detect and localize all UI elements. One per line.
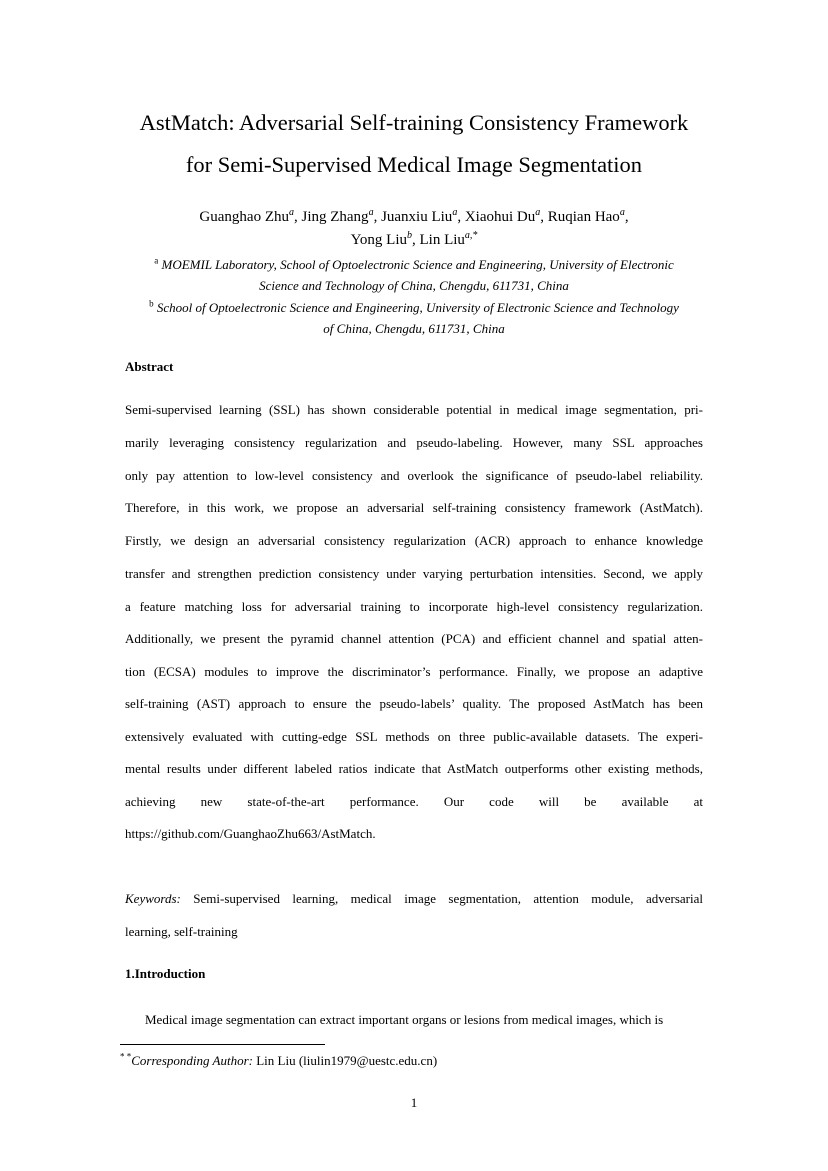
abstract-line: extensively evaluated with cutting-edge SSL methods on three public-available datasets. The experi- xyxy=(125,729,703,744)
affiliation-b-mark: b xyxy=(149,298,154,309)
author-affiliation-mark: a xyxy=(619,207,625,218)
author-name: Guanghao Zhu xyxy=(199,209,289,225)
author-affiliation-mark: a xyxy=(535,207,541,218)
footnote xyxy=(120,1053,437,1069)
author-name: Lin Liu xyxy=(419,232,465,248)
affiliation-a-line-2: Science and Technology of China, Chengdu, 611731, China xyxy=(259,278,569,293)
author-name: Xiaohui Du xyxy=(464,209,536,225)
page-number: 1 xyxy=(410,1095,418,1110)
abstract-heading: Abstract xyxy=(125,359,174,374)
author-separator: , xyxy=(457,209,465,225)
author-separator: , xyxy=(540,209,548,225)
abstract-line: mental results under different labeled ratios indicate that AstMatch outperforms other existing methods, xyxy=(125,761,703,776)
author-list-line-1 xyxy=(0,209,828,226)
affiliation-a-line-1 xyxy=(0,257,828,273)
abstract-line: marily leveraging consistency regularization and pseudo-labeling. However, many SSL approaches xyxy=(125,435,703,450)
author-separator: , xyxy=(293,209,302,225)
author-name: Ruqian Hao xyxy=(547,209,620,225)
keywords-text: Semi-supervised learning, medical image segmentation, attention module, adversarial xyxy=(193,891,703,906)
affiliation-text: School of Optoelectronic Science and Engineering, University of Electronic Science and Technology xyxy=(156,300,679,315)
abstract-line: self-training (AST) approach to ensure the pseudo-labels’ quality. The proposed AstMatch has been xyxy=(125,696,703,711)
author-name: Jing Zhang xyxy=(301,209,369,225)
keywords-line-1 xyxy=(125,890,703,908)
author-separator: , xyxy=(373,209,382,225)
abstract-line: a feature matching loss for adversarial training to incorporate high-level consistency regularization. xyxy=(125,599,703,614)
abstract-line: achieving new state-of-the-art performance. Our code will be available at xyxy=(125,794,703,809)
footnote-text: Lin Liu (liulin1979@uestc.edu.cn) xyxy=(256,1053,438,1068)
author-list-line-2 xyxy=(0,232,828,249)
abstract-line: Therefore, in this work, we propose an adversarial self-training consistency framework (AstMatch). xyxy=(125,500,703,515)
keywords-label: Keywords: xyxy=(125,891,181,906)
footnote-divider xyxy=(120,1044,325,1045)
abstract-line: Firstly, we design an adversarial consistency regularization (ACR) approach to enhance knowledge xyxy=(125,533,703,548)
author-affiliation-mark: a xyxy=(288,207,294,218)
author-separator: , xyxy=(624,209,629,225)
footnote-label: Corresponding Author: xyxy=(131,1053,253,1068)
affiliation-b-line-1 xyxy=(0,300,828,316)
abstract-line: Semi-supervised learning (SSL) has shown considerable potential in medical image segmentation, pri- xyxy=(125,402,703,417)
abstract-line: Additionally, we present the pyramid channel attention (PCA) and efficient channel and spatial atten- xyxy=(125,631,703,646)
author-name: Yong Liu xyxy=(350,232,407,248)
introduction-heading: 1.Introduction xyxy=(125,966,206,981)
paper-title-line-1: AstMatch: Adversarial Self-training Consistency Framework xyxy=(139,110,689,135)
author-name: Juanxiu Liu xyxy=(381,209,453,225)
abstract-line: transfer and strengthen prediction consistency under varying perturbation intensities. Second, we apply xyxy=(125,566,703,581)
author-affiliation-mark: a,* xyxy=(464,230,478,241)
paper-title-line-2: for Semi-Supervised Medical Image Segmentation xyxy=(185,152,643,177)
affiliation-a-mark: a xyxy=(154,255,159,266)
introduction-paragraph-line: Medical image segmentation can extract important organs or lesions from medical images, which is xyxy=(145,1012,664,1027)
author-affiliation-mark: a xyxy=(452,207,458,218)
author-affiliation-mark: b xyxy=(407,230,412,241)
author-affiliation-mark: a xyxy=(368,207,374,218)
abstract-line: only pay attention to low-level consistency and overlook the significance of pseudo-label reliability. xyxy=(125,468,703,483)
code-repository-link[interactable]: https://github.com/GuanghaoZhu663/AstMatch. xyxy=(125,826,376,841)
abstract-line: tion (ECSA) modules to improve the discriminator’s performance. Finally, we propose an adaptive xyxy=(125,664,703,679)
keywords-line-2: learning, self-training xyxy=(125,924,238,939)
author-separator: , xyxy=(412,232,420,248)
footnote-marks: * * xyxy=(120,1051,132,1062)
affiliation-text: MOEMIL Laboratory, School of Optoelectronic Science and Engineering, University of Electronic xyxy=(161,257,674,272)
affiliation-b-line-2: of China, Chengdu, 611731, China xyxy=(323,321,505,336)
